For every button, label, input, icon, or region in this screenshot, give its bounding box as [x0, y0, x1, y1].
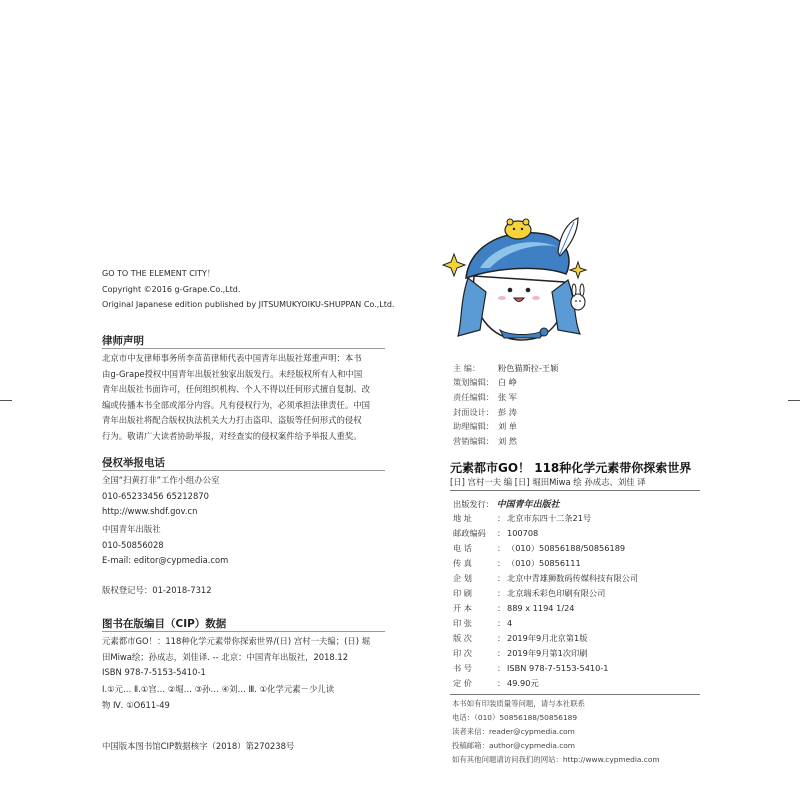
staff-value: 彭 涛: [498, 407, 517, 417]
pub-label: 印 次: [453, 648, 472, 658]
cip-isbn: ISBN 978-7-5153-5410-1: [102, 667, 206, 678]
pub-row: 印 刷 ： 北京瑞禾彩色印刷有限公司: [453, 588, 606, 598]
staff-value: 刘 单: [498, 421, 517, 431]
cip-footer: 中国版本图书馆CIP数据核字（2018）第270238号: [102, 741, 295, 751]
staff-row: [453, 363, 558, 374]
pub-row: 电 话 ： （010）50856188/50856189: [453, 543, 626, 553]
cip-line: 田Miwa绘；孙成志，刘佳译. -- 北京：中国青年出版社，2018.12: [102, 651, 349, 662]
lawyer-line: 青年出版社书面许可，任何组织机构、个人不得以任何形式擅自复制、改: [102, 384, 370, 395]
mascot-body: [473, 276, 564, 340]
crop-mark-left: [0, 400, 12, 401]
pub-value: ISBN 978-7-5153-5410-1: [507, 663, 609, 673]
staff-value: 张 军: [498, 392, 517, 402]
pub-value: （010）50856111: [507, 558, 581, 568]
pub-value: 北京中青雄狮数码传媒科技有限公司: [507, 573, 639, 583]
copyright-original: Original Japanese edition published by JITSUMUKYOIKU-SHUPPAN Co.,Ltd.: [102, 300, 395, 309]
pub-label: 出版发行: [453, 499, 486, 509]
cip-heading: 图书在版编目（CIP）数据: [102, 618, 227, 630]
staff-label: 营销编辑：: [453, 436, 494, 446]
lawyer-line: 编或传播本书全部或部分内容。凡有侵权行为，必须承担法律责任。中国: [102, 399, 370, 410]
lawyer-heading: 律师声明: [102, 335, 144, 347]
note-line: 读者来信：reader@cypmedia.com: [452, 727, 575, 736]
cip-line: 物 Ⅳ. ①O611-49: [102, 699, 170, 710]
copyright-registration: 版权登记号：01-2018-7312: [102, 585, 212, 595]
cip-line: Ⅰ.①元… Ⅱ.①宫… ②堀… ③孙… ④刘… Ⅲ. ①化学元素－少儿读: [102, 684, 335, 694]
pub-label: 印 刷: [453, 588, 472, 598]
notes-block: [452, 697, 660, 767]
staff-label: 责任编辑：: [453, 392, 494, 402]
lawyer-line: 由g-Grape授权中国青年出版社独家出版发行。未经版权所有人和中国: [102, 368, 363, 379]
feather-icon: [558, 218, 578, 256]
report-publisher: [102, 522, 228, 569]
staff-label: 主 编：: [453, 363, 481, 373]
staff-label: 策划编辑：: [453, 377, 494, 387]
staff-value: 白 峥: [498, 377, 517, 387]
staff-row: [453, 407, 517, 418]
report-heading: 侵权举报电话: [102, 457, 165, 469]
staff-row: [453, 392, 517, 403]
book-title: 元素都市GO！ 118种化学元素带你探索世界: [450, 461, 692, 475]
pub-value: 4: [507, 618, 513, 628]
staff-label: 助理编辑：: [453, 421, 494, 431]
pub-label: 开 本: [453, 603, 472, 613]
cip-classification: [102, 682, 334, 713]
copyright-title: GO TO THE ELEMENT CITY！: [102, 269, 215, 278]
pub-label: 书 号: [453, 663, 472, 673]
pub-row: 定 价 ： 49.90元: [453, 678, 539, 688]
report-line: 中国青年出版社: [102, 524, 161, 534]
pub-label: 邮政编码: [453, 528, 486, 538]
report-phone: 010-50856028: [102, 539, 164, 550]
cip-line: 元素都市GO！：118种化学元素带你探索世界/(日) 宫村一夫编；(日) 堀: [102, 636, 371, 646]
pub-value: 北京瑞禾彩色印刷有限公司: [507, 588, 606, 598]
pub-value: 100708: [507, 528, 539, 538]
pub-row: 印 张 ： 4: [453, 618, 513, 628]
pub-label: 电 话: [453, 543, 472, 553]
staff-value: 粉色猫斯拉-王颖: [498, 363, 559, 373]
report-office: [102, 473, 220, 520]
staff-row: [453, 436, 517, 447]
pub-row: 印 次 ： 2019年9月第1次印刷: [453, 648, 588, 658]
rabbit-icon: [571, 284, 585, 310]
pub-row: 开 本 ： 889 x 1194 1/24: [453, 603, 575, 613]
pub-value: 2019年9月北京第1版: [507, 633, 588, 643]
copyright-line: Copyright ©2016 g-Grape.Co.,Ltd.: [102, 284, 241, 294]
pub-row: 版 次 ： 2019年9月北京第1版: [453, 633, 588, 643]
cip-record: [102, 634, 370, 681]
title-divider: [450, 490, 700, 491]
staff-row: [453, 377, 517, 388]
pub-label: 定 价: [453, 678, 472, 688]
publisher-calligraphy: 中国青年出版社: [496, 500, 560, 510]
staff-value: 刘 然: [498, 436, 517, 446]
lawyer-statement: [102, 351, 370, 445]
pub-value: （010）50856188/50856189: [507, 543, 626, 553]
pub-value: 北京市东四十二条21号: [507, 513, 592, 523]
pub-value: 889 x 1194 1/24: [507, 603, 575, 613]
crop-mark-right: [788, 400, 800, 401]
pub-label: 传 真: [453, 558, 472, 568]
lawyer-divider: [102, 348, 385, 349]
hamster-icon: [505, 219, 531, 239]
pub-row: 传 真 ： （010）50856111: [453, 558, 581, 568]
pub-row: 邮政编码 ： 100708: [453, 528, 539, 538]
pub-label: 印 张: [453, 618, 472, 628]
report-line: 全国“扫黄打非”工作小组办公室: [102, 475, 220, 485]
copyright-block: [102, 266, 394, 313]
pub-label: 版 次: [453, 633, 472, 643]
pub-row: 书 号 ： ISBN 978-7-5153-5410-1: [453, 663, 609, 673]
report-website: http://www.shdf.gov.cn: [102, 506, 198, 517]
note-line: 电话：（010）50856188/50856189: [452, 713, 578, 722]
staff-label: 封面设计：: [453, 407, 494, 417]
pub-row: 企 划 ： 北京中青雄狮数码传媒科技有限公司: [453, 573, 639, 583]
pub-row: 地 址 ： 北京市东四十二条21号: [453, 513, 592, 523]
report-email: E-mail: editor@cypmedia.com: [102, 555, 229, 566]
cip-divider: [102, 631, 385, 632]
lawyer-line: 北京市中友律师事务所李苗苗律师代表中国青年出版社郑重声明：本书: [102, 353, 362, 363]
report-divider: [102, 470, 385, 471]
lawyer-line: 行为。敬请广大读者协助举报，对经查实的侵权案件给予举报人重奖。: [102, 430, 362, 441]
report-phone: 010-65233456 65212870: [102, 490, 209, 501]
pub-label: 企 划: [453, 573, 472, 583]
staff-row: [453, 421, 517, 432]
note-line: 本书如有印装质量等问题，请与本社联系: [452, 699, 586, 708]
pub-label: 地 址: [453, 513, 472, 523]
lawyer-line: 青年出版社将配合版权执法机关大力打击盗印、盗版等任何形式的侵权: [102, 415, 362, 426]
book-authors: [日] 宫村一夫 编 [日] 堀田Miwa 绘 孙成志、刘佳 译: [450, 477, 646, 487]
mascot-illustration: [440, 212, 600, 350]
pub-row-publisher: 出版发行： 中国青年出版社: [453, 499, 560, 510]
notes-divider: [450, 694, 700, 695]
pub-value: 49.90元: [507, 678, 539, 688]
note-line: 投稿邮箱：author@cypmedia.com: [452, 741, 575, 750]
pub-value: 2019年9月第1次印刷: [507, 648, 588, 658]
note-line: 如有其他问题请访问我们的网站：http://www.cypmedia.com: [452, 755, 660, 764]
